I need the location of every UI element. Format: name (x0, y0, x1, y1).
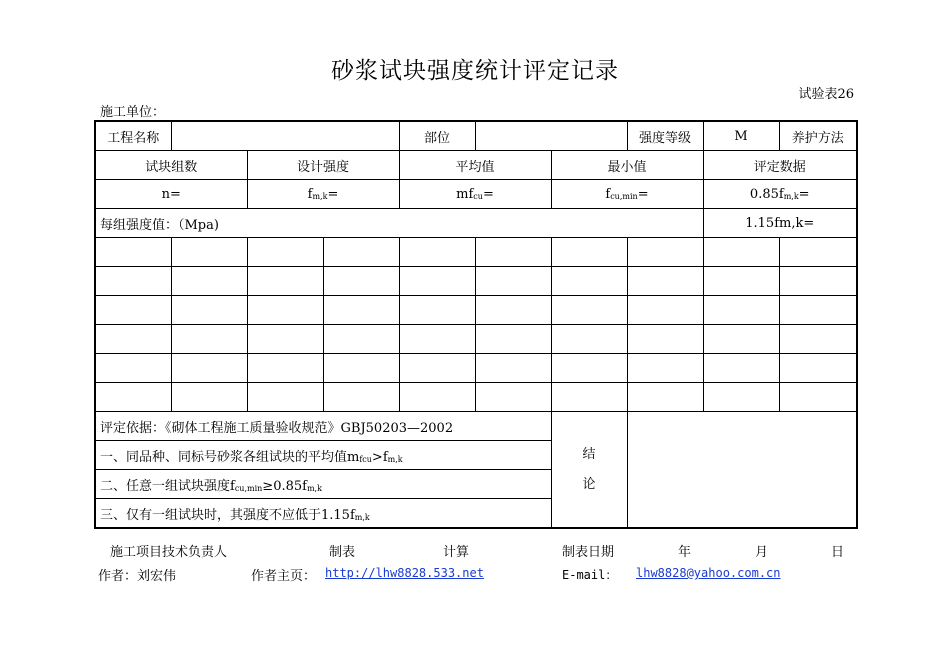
info-row (95, 121, 857, 151)
grade-field[interactable]: M (703, 121, 779, 151)
author-label: 作者：刘宏伟 (98, 569, 177, 584)
strength-data-row (95, 354, 857, 383)
groups-count-field[interactable]: n= (95, 180, 247, 209)
strength-data-row (95, 296, 857, 325)
homepage-link[interactable]: http://lhw8828.533.net (325, 566, 484, 580)
strength-data-row (95, 325, 857, 354)
construction-unit-label: 施工单位： (100, 105, 166, 120)
date-label: 制表日期 (562, 545, 615, 560)
header-minimum: 最小值 (551, 151, 703, 180)
prepared-by-label: 制表 (329, 545, 356, 560)
part-field[interactable] (475, 121, 627, 151)
header-groups: 试块组数 (95, 151, 247, 180)
conclusion-field[interactable] (627, 412, 857, 529)
project-name-field[interactable] (171, 121, 399, 151)
record-table (94, 120, 858, 529)
tech-lead-label: 施工项目技术负责人 (110, 545, 228, 560)
form-number: 试验表26 (798, 87, 854, 102)
homepage-label: 作者主页： (251, 569, 317, 584)
day-label: 日 (831, 545, 845, 560)
page-title: 砂浆试块强度统计评定记录 (331, 58, 619, 84)
strength-data-row (95, 238, 857, 267)
strength-label-row (95, 209, 857, 238)
evaluation-115-field[interactable]: 1.15fm,k= (703, 209, 857, 238)
part-label: 部位 (399, 121, 475, 151)
header-row (95, 151, 857, 180)
strength-values-label: 每组强度值：（Mpa) (95, 209, 703, 238)
design-strength-field[interactable]: $f_{m,k}=$ (247, 180, 399, 209)
criteria-item-2: 二、任意一组试块强度$f_{cu,min}\ge 0.85f_{m,k}$ (95, 470, 551, 499)
header-evaluation: 评定数据 (703, 151, 857, 180)
criteria-item-3: 三、仅有一组试块时，其强度不应低于$1.15f_{m,k}$ (95, 499, 551, 529)
email-label: E-mail： (562, 568, 618, 582)
evaluation-085-field[interactable]: $0.85f_{m,k}=$ (703, 180, 857, 209)
criteria-row (95, 412, 857, 441)
criteria-item-1: 一、同品种、同标号砂浆各组试块的平均值$m_{fcu}>f_{m,k}$ (95, 441, 551, 470)
year-label: 年 (678, 545, 692, 560)
average-field[interactable]: $mf_{cu}=$ (399, 180, 551, 209)
header-average: 平均值 (399, 151, 551, 180)
project-name-label: 工程名称 (95, 121, 171, 151)
strength-data-row (95, 383, 857, 412)
grade-label: 强度等级 (627, 121, 703, 151)
month-label: 月 (755, 545, 769, 560)
minimum-field[interactable]: $f_{cu,min}=$ (551, 180, 703, 209)
email-link[interactable]: lhw8828@yahoo.com.cn (636, 566, 781, 580)
calculated-by-label: 计算 (443, 545, 470, 560)
value-row (95, 180, 857, 209)
strength-data-row (95, 267, 857, 296)
header-design-strength: 设计强度 (247, 151, 399, 180)
criteria-basis: 评定依据：《砌体工程施工质量验收规范》GBJ50203—2002 (95, 412, 551, 441)
curing-label: 养护方法 (779, 121, 857, 151)
conclusion-label: 结 论 (551, 412, 627, 529)
